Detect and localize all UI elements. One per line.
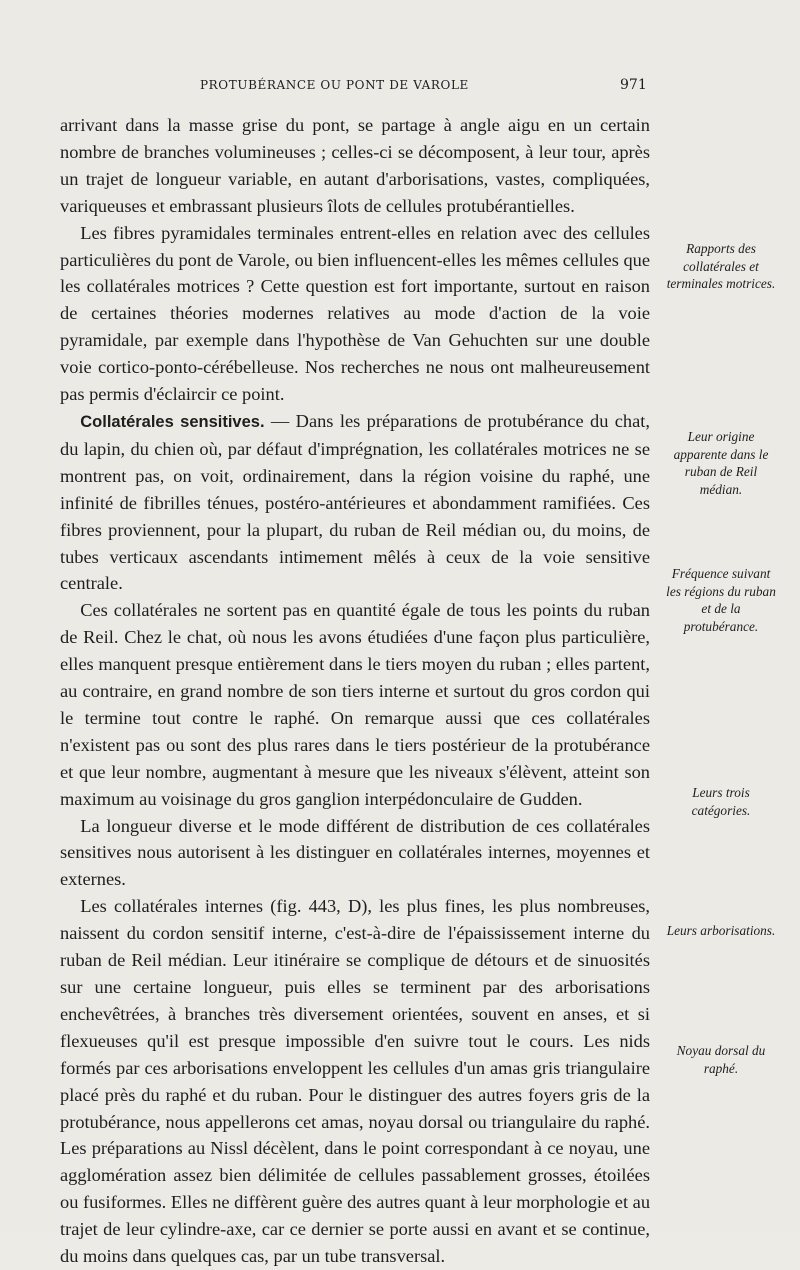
paragraph-text: Les fibres pyramidales terminales entrent-elles en relation avec des cellules particulières du pont de Varole, ou bien influencent-elles les mêmes cellules que les collatérales motrices ? Cette question est fort importante, surtout en raison de certaines théories modernes relatives au mode d'action de la voie pyramidale, par exemple dans l'hypothèse de Van Gehuchten sur une double voie cortico-ponto-cérébelleuse. Nos recherches ne nous ont malheureusement pas permis d'éclaircir ce point. (60, 222, 651, 405)
page-number: 971 (620, 77, 647, 93)
paragraph-1 (60, 112, 650, 220)
margin-note-frequence: Fréquence suivant les régions du ruban et de la protubérance. (666, 566, 776, 634)
running-title: PROTUBÉRANCE OU PONT DE VAROLE (200, 78, 469, 92)
margin-note-categories: Leurs trois catégories. (691, 785, 751, 818)
paragraph-text: — Dans les préparations de protubérance du chat, du lapin, du chien où, par défaut d'imprégnation, les collatérales motrices ne se montrent pas, on voit, ordinairement, dans la région voisine du raphé, une infinité de fibrilles ténues, postéro-antérieures et abondamment ramifiées. Ces fibres proviennent, pour la plupart, du ruban de Reil médian ou, du moins, de tubes verticaux ascendants intimement mêlés à ceux de la voie sensitive centrale. (60, 410, 650, 594)
paragraph-5 (60, 813, 650, 894)
margin-note-rapports: Rapports des collatérales et terminales motrices. (666, 241, 776, 291)
paragraph-4 (60, 597, 650, 812)
section-lead: Collatérales sensitives. (80, 412, 265, 431)
paragraph-text: arrivant dans la masse grise du pont, se partage à angle aigu en un certain nombre de branches volumineuses ; celles-ci se décomposent, à leur tour, après un trajet de longueur variable, en autant d'arborisations, vastes, compliquées, variqueuses et embrassant plusieurs îlots de cellules protubérantielles. (60, 115, 650, 216)
margin-note-arborisations: Leurs arborisations. (666, 923, 776, 938)
paragraph-6 (60, 893, 650, 1270)
paragraph-text: La longueur diverse et le mode différent de distribution de ces collatérales sensitives nous autorisent à les distinguer en collatérales internes, moyennes et externes. (60, 815, 650, 890)
margin-note-origine: Leur origine apparente dans le ruban de Reil médian. (673, 429, 769, 497)
paragraph-3 (60, 408, 650, 597)
paragraph-text: Les collatérales internes (fig. 443, D), les plus fines, les plus nombreuses, naissent du cordon sensitif interne, c'est-à-dire de l'épaississement interne du ruban de Reil médian. Leur itinéraire se complique de détours et de sinuosités sur une certaine longueur, puis elles se terminent par des arborisations enchevêtrées, à branches très diversement orientées, souvent en anses, et si flexueuses qu'il est presque impossible d'en suivre tout le cours. Les nids formés par ces arborisations enveloppent les cellules d'un amas gris triangulaire placé près du raphé et du ruban. Pour le distinguer des autres foyers gris de la protubérance, nous appellerons cet amas, noyau dorsal ou triangulaire du raphé. Les préparations au Nissl décèlent, dans le point correspondant à ce noyau, une agglomération assez bien délimitée de cellules passablement grosses, étoilées ou fusiformes. Elles ne diffèrent guère des autres quant à leur morphologie et au trajet de leur cylindre-axe, car ce dernier se porte aussi en avant et se continue, du moins dans quelques cas, par un tube transversal. (60, 896, 651, 1267)
paragraph-2 (60, 220, 650, 408)
main-text (60, 112, 650, 1270)
paragraph-text: Ces collatérales ne sortent pas en quantité égale de tous les points du ruban de Reil. Chez le chat, où nous les avons étudiées d'une façon plus particulière, elles manquent presque entièrement dans le tiers moyen du ruban ; elles partent, au contraire, en grand nombre de son tiers interne et surtout du gros cordon qui le termine tout contre le raphé. On remarque aussi que ces collatérales n'existent pas ou sont des plus rares dans le tiers postérieur de la protubérance et que leur nombre, augmentant à mesure que les niveaux s'élèvent, atteint son maximum au voisinage du gros ganglion interpédonculaire de Gudden. (60, 600, 650, 809)
margin-note-noyau: Noyau dorsal du raphé. (676, 1043, 766, 1076)
